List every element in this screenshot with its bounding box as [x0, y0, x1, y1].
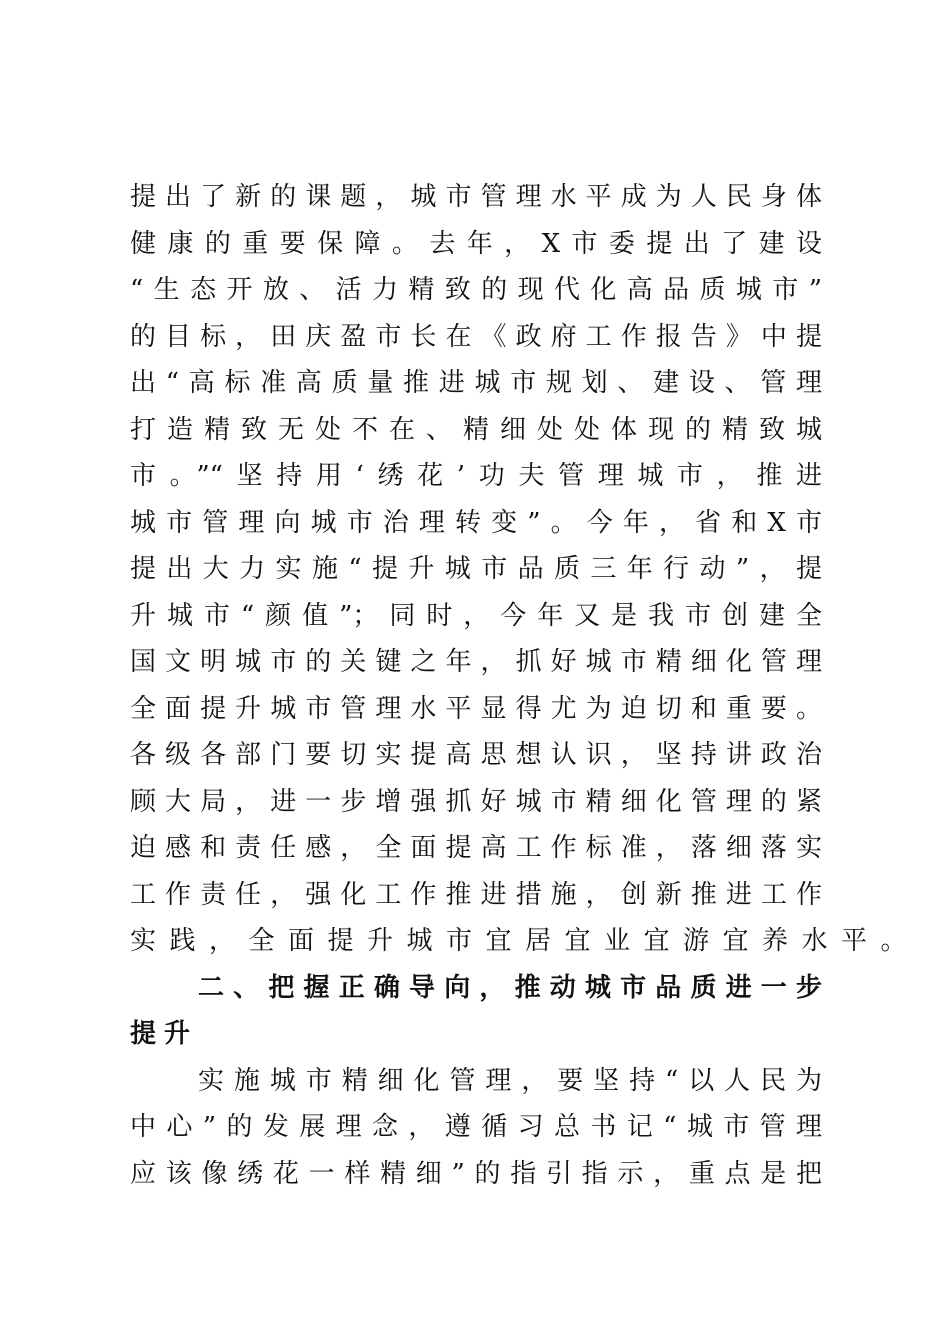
- text-line: 打造精致无处不在、精细处处体现的精致城: [130, 414, 822, 445]
- text-line: 应该像绣花一样精细”的指引指示，重点是把: [130, 1158, 822, 1189]
- section-heading: [130, 965, 822, 1058]
- text-line: “生态开放、活力精致的现代化高品质城市”: [130, 275, 822, 305]
- text-line: 国文明城市的关键之年，抓好城市精细化管理: [130, 647, 822, 677]
- text-line: 健康的重要保障。去年，X市委提出了建设: [130, 228, 822, 259]
- text-line: 全面提升城市管理水平显得尤为迫切和重要。: [130, 693, 822, 724]
- text-line: 各级各部门要切实提高思想认识，坚持讲政治: [130, 740, 822, 770]
- text-line: 实践，全面提升城市宜居宜业宜游宜养水平。: [130, 926, 921, 956]
- text-line: 提出了新的课题，城市管理水平成为人民身体: [130, 182, 822, 212]
- text-line: 城市管理向城市治理转变”。今年，省和X市: [130, 507, 822, 538]
- text-line: 提出大力实施“提升城市品质三年行动”，提: [130, 554, 822, 584]
- text-line: 迫感和责任感，全面提高工作标准，落细落实: [130, 833, 822, 863]
- heading-line: 提升: [130, 1019, 199, 1049]
- text-line: 的目标，田庆盈市长在《政府工作报告》中提: [130, 321, 822, 352]
- heading-line: 二、把握正确导向，推动城市品质进一步: [198, 972, 822, 1003]
- text-line: 市。”“坚持用‘绣花’功夫管理城市，推进: [130, 461, 822, 491]
- text-line: 工作责任，强化工作推进措施，创新推进工作: [130, 879, 822, 910]
- paragraph-city-management: [130, 174, 921, 965]
- text-line: 升城市“颜值”；同时，今年又是我市创建全: [130, 600, 822, 631]
- text-line: 实施城市精细化管理，要坚持“以人民为: [198, 1065, 822, 1096]
- text-line: 中心”的发展理念，遵循习总书记“城市管理: [130, 1112, 822, 1142]
- paragraph-people-centered: [130, 1058, 822, 1198]
- text-line: 顾大局，进一步增强抓好城市精细化管理的紧: [130, 786, 822, 817]
- document-body: [130, 174, 921, 1197]
- text-line: 出“高标准高质量推进城市规划、建设、管理: [130, 368, 822, 398]
